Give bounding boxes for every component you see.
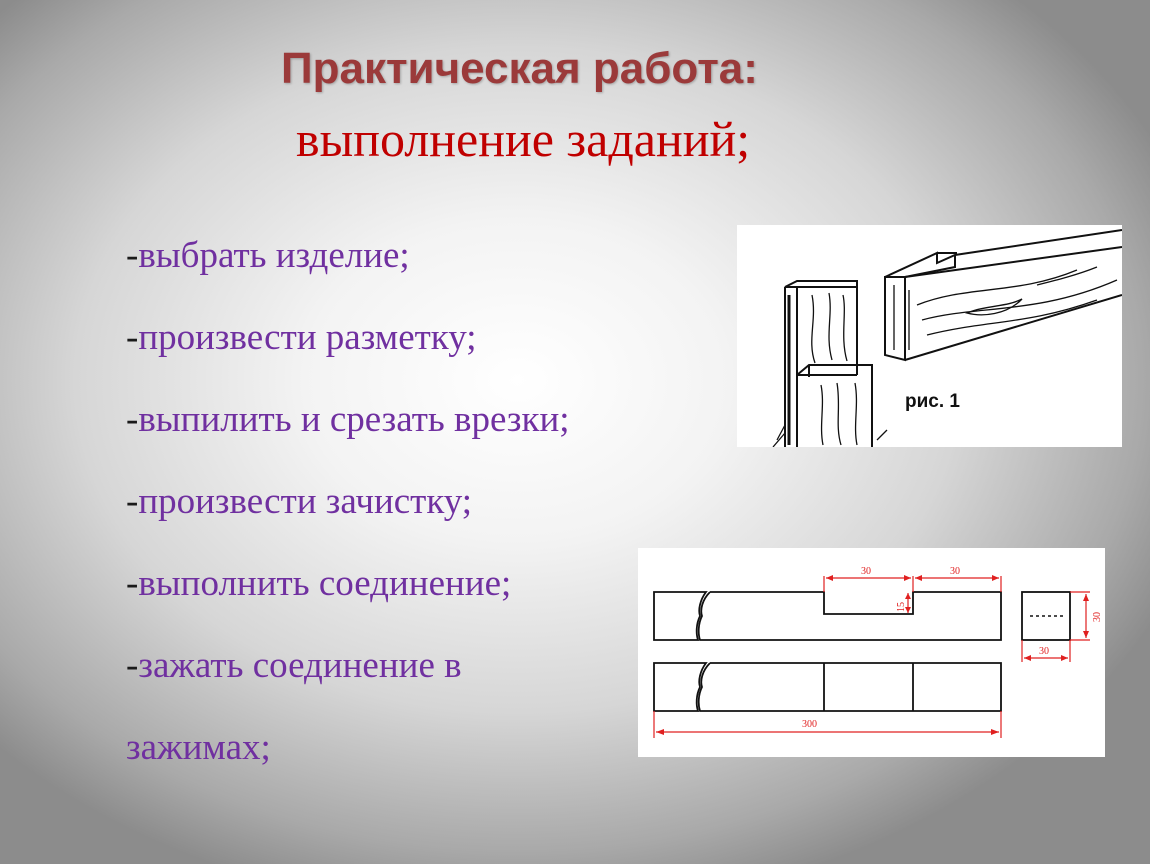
slide-subtitle: выполнение заданий; — [296, 111, 751, 167]
dim-notch-width: 30 — [861, 566, 871, 577]
task-text: выполнить соединение; — [138, 563, 512, 604]
list-dash: - — [126, 563, 139, 604]
joint-sketch — [737, 225, 1122, 447]
dim-end-length: 30 — [950, 566, 960, 577]
list-dash: - — [126, 481, 139, 522]
task-text: произвести разметку; — [138, 317, 477, 358]
task-text: выпилить и срезать врезки; — [138, 399, 570, 440]
list-dash: - — [126, 399, 139, 440]
figure-caption: рис. 1 — [905, 391, 960, 412]
task-text: зажать соединение в — [138, 645, 462, 686]
task-text: выбрать изделие; — [138, 235, 410, 276]
task-item — [126, 400, 686, 482]
technical-drawing — [638, 548, 1105, 757]
dimension-drawing — [638, 548, 1105, 757]
task-item — [126, 482, 686, 564]
task-item — [126, 236, 686, 318]
list-dash: - — [126, 645, 139, 686]
dim-section-width: 30 — [1039, 646, 1049, 657]
dim-total-length: 300 — [802, 719, 817, 730]
slide-title: Практическая работа: — [281, 44, 758, 93]
list-dash: - — [126, 317, 139, 358]
task-text: произвести зачистку; — [138, 481, 473, 522]
joint-illustration — [737, 225, 1122, 447]
task-item-continuation: зажимах; — [126, 727, 271, 768]
dim-section-height: 30 — [1092, 612, 1103, 622]
dim-notch-depth: 15 — [896, 602, 907, 612]
task-item — [126, 646, 686, 728]
task-item — [126, 564, 686, 646]
task-item — [126, 318, 686, 400]
task-list — [126, 236, 686, 810]
list-dash: - — [126, 235, 139, 276]
